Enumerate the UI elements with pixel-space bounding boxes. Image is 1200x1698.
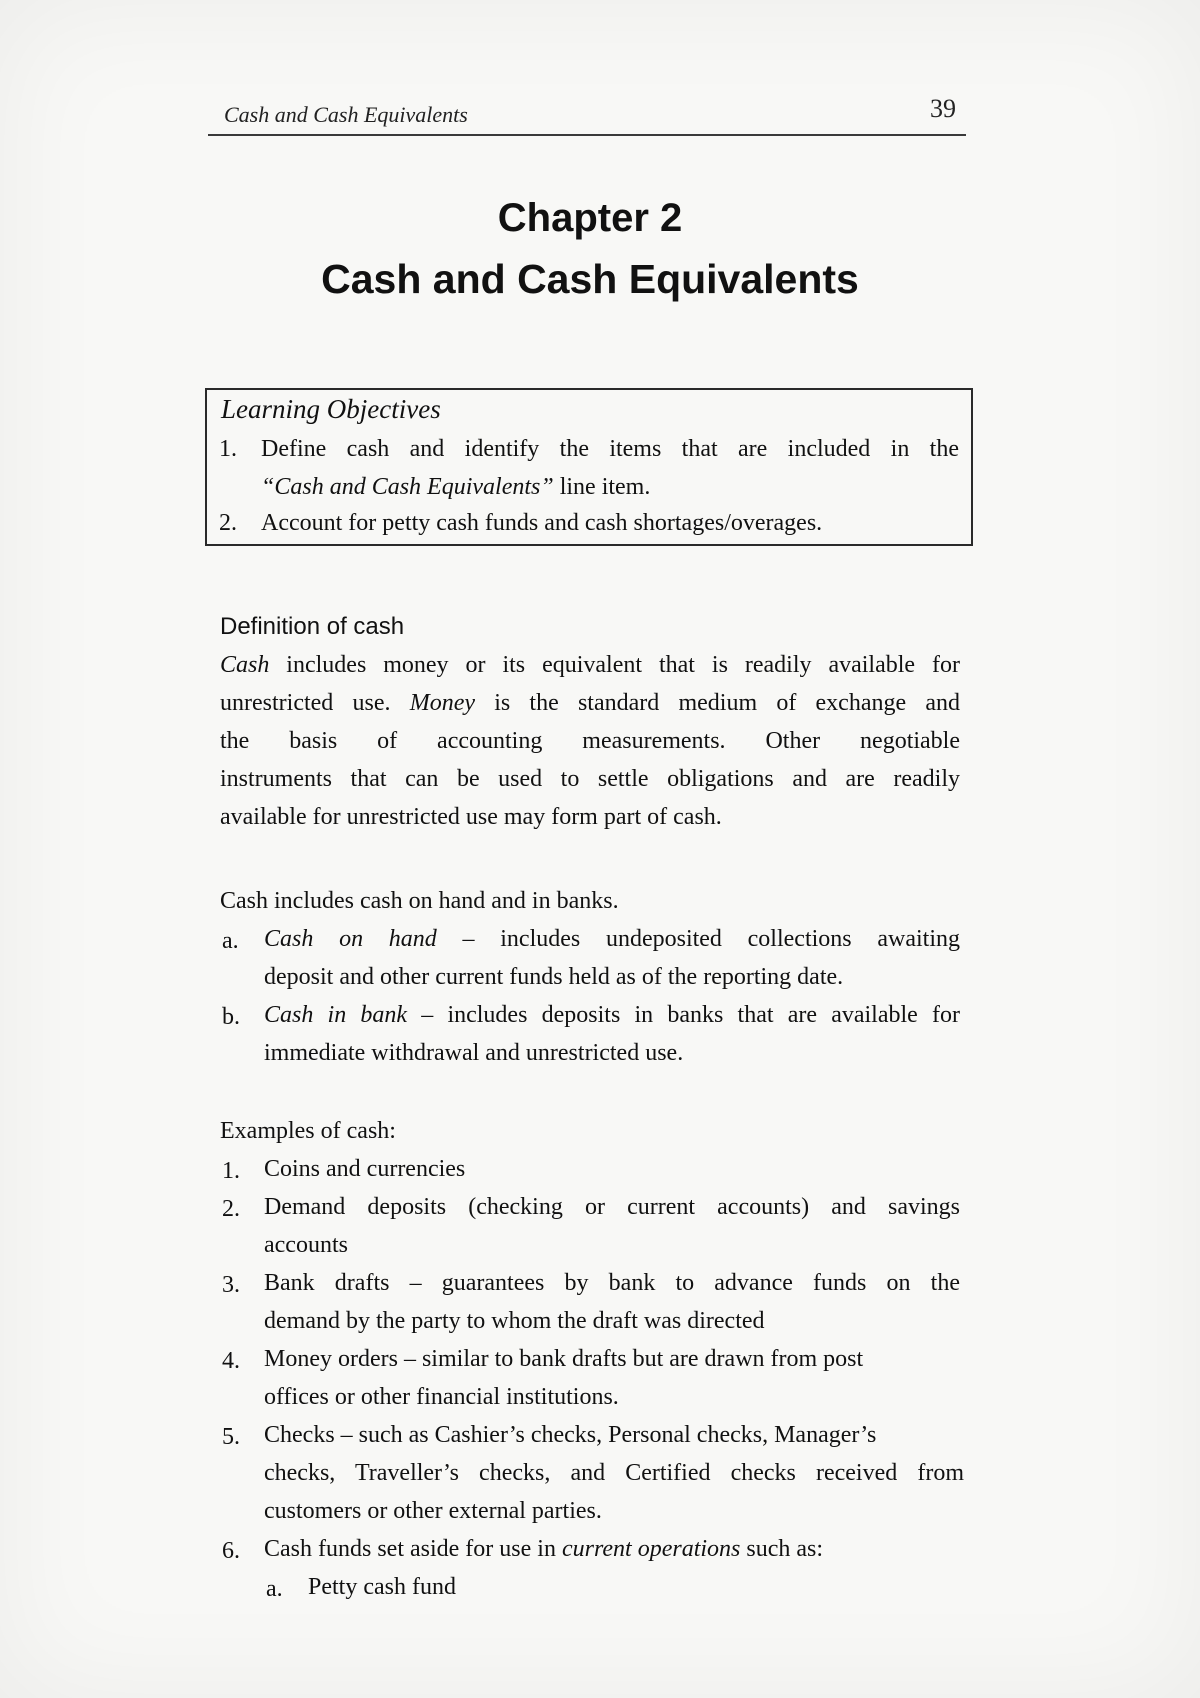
list-number: 4. [222, 1348, 240, 1374]
paragraph-line: available for unrestricted use may form part of cash. [220, 804, 722, 830]
defined-term: Cash [220, 652, 270, 678]
list-item: Money orders – similar to bank drafts but are drawn from post [264, 1346, 864, 1372]
sub-list-letter: a. [266, 1576, 283, 1602]
list-number: 2. [222, 1196, 240, 1222]
list-item: Checks – such as Cashier’s checks, Personal checks, Manager’s [264, 1422, 877, 1448]
list-letter: b. [222, 1004, 240, 1030]
list-item-continued: immediate withdrawal and unrestricted use. [264, 1040, 684, 1066]
running-head: Cash and Cash Equivalents [224, 102, 468, 127]
list-item [264, 996, 960, 1034]
paragraph-line [220, 684, 960, 722]
defined-term: Cash in bank [264, 1002, 408, 1028]
list-number: 1. [222, 1158, 240, 1184]
list-item-text: such as: [740, 1536, 824, 1562]
paragraph-line: the basis of accounting measurements. Other negotiable [220, 728, 960, 754]
list-item: Demand deposits (checking or current accounts) and savings [264, 1194, 960, 1220]
list-number: 5. [222, 1424, 240, 1450]
list-item [264, 1530, 823, 1568]
cash-types-intro: Cash includes cash on hand and in banks. [220, 888, 619, 914]
paragraph-line [220, 646, 960, 684]
defined-term: Cash on hand [264, 926, 437, 952]
examples-heading: Examples of cash: [220, 1118, 396, 1144]
objective-text: Account for petty cash funds and cash shortages/overages. [261, 510, 823, 536]
list-item-continued: deposit and other current funds held as of the reporting date. [264, 964, 844, 990]
objectives-heading: Learning Objectives [221, 394, 441, 424]
paragraph-text: includes money or its equivalent that is readily available for [269, 652, 960, 678]
list-item-text: – includes undeposited collections awaiting [436, 926, 960, 952]
objective-text: Define cash and identify the items that are included in the [261, 436, 959, 462]
list-item: Bank drafts – guarantees by bank to advance funds on the [264, 1270, 960, 1296]
list-item-text: Cash funds set aside for use in [264, 1536, 562, 1562]
paragraph-text: is the standard medium of exchange and [475, 690, 961, 716]
defined-term: Money [409, 690, 475, 716]
list-item [264, 920, 960, 958]
objective-number: 2. [219, 510, 237, 536]
list-item-text: – includes deposits in banks that are available for [407, 1002, 960, 1028]
list-item-continued: customers or other external parties. [264, 1498, 602, 1524]
paragraph-text: unrestricted use. [220, 690, 410, 716]
sub-list-item: Petty cash fund [308, 1574, 456, 1600]
list-item-continued: accounts [264, 1232, 348, 1258]
chapter-label: Chapter 2 [497, 196, 683, 240]
list-item-continued: offices or other financial institutions. [264, 1384, 619, 1410]
list-item-continued: checks, Traveller’s checks, and Certified checks received from [264, 1460, 964, 1486]
page-number: 39 [930, 94, 956, 123]
list-item: Coins and currencies [264, 1156, 466, 1182]
objective-quoted-term: “Cash and Cash Equivalents” [261, 474, 554, 500]
page-header [208, 88, 966, 136]
list-number: 6. [222, 1538, 240, 1564]
list-letter: a. [222, 928, 239, 954]
objective-number: 1. [219, 436, 237, 462]
section-heading-definition: Definition of cash [220, 613, 405, 640]
list-item-continued: demand by the party to whom the draft was directed [264, 1308, 765, 1334]
learning-objectives-box [205, 388, 973, 546]
chapter-title: Cash and Cash Equivalents [321, 256, 859, 302]
paragraph-line: instruments that can be used to settle obligations and are readily [220, 766, 960, 792]
objective-text-rest: line item. [553, 474, 651, 500]
emphasized-term: current operations [561, 1536, 741, 1562]
list-number: 3. [222, 1272, 240, 1298]
objective-text-continued [261, 474, 650, 501]
